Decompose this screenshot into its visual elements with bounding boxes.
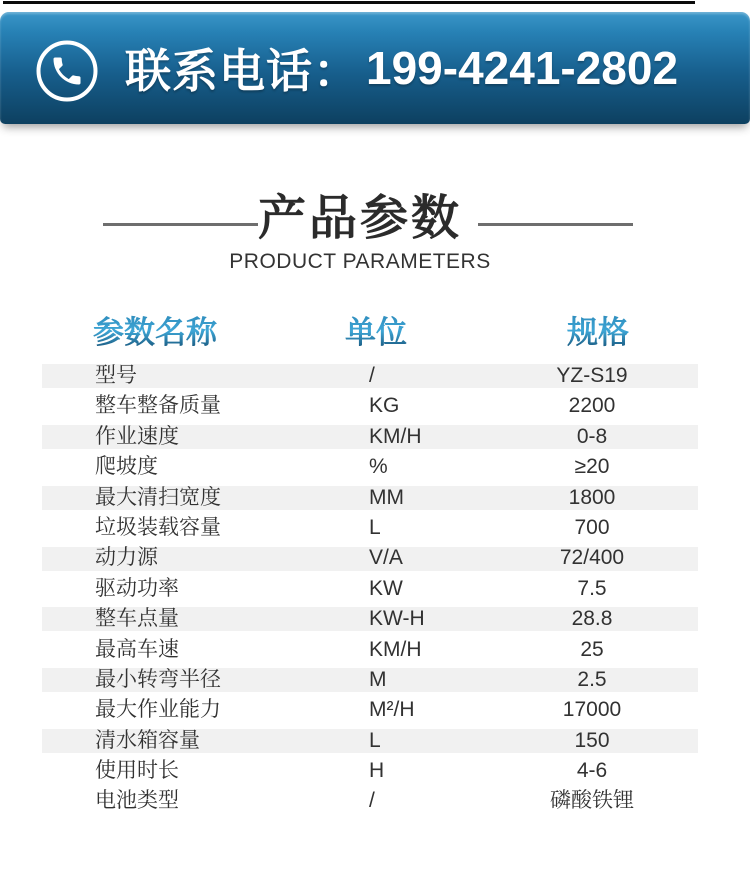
parameter-name-cell: 电池类型 xyxy=(95,789,179,813)
spec-cell: 2200 xyxy=(568,394,616,418)
section-title-block xyxy=(0,193,735,273)
phone-icon xyxy=(35,39,99,103)
parameter-name-cell: 最小转弯半径 xyxy=(95,667,221,691)
title-decor-line-right xyxy=(478,223,633,226)
parameter-name-cell: 最高车速 xyxy=(95,637,179,661)
table-row xyxy=(42,665,698,695)
spec-cell: 72/400 xyxy=(559,546,625,570)
unit-cell: KG xyxy=(369,394,400,418)
unit-cell: H xyxy=(369,759,385,783)
spec-cell: YZ-S19 xyxy=(556,364,628,387)
table-header-row xyxy=(0,312,750,354)
spec-cell: 4-6 xyxy=(576,759,608,783)
table-row xyxy=(42,452,698,482)
parameter-name-cell: 垃圾装载容量 xyxy=(95,515,221,539)
table-row xyxy=(42,726,698,756)
table-row xyxy=(42,695,698,725)
unit-cell: KM/H xyxy=(369,424,422,448)
spec-cell: 700 xyxy=(574,515,610,539)
parameter-name-cell: 整车整备质量 xyxy=(95,394,221,418)
unit-cell: / xyxy=(369,789,375,813)
table-row xyxy=(42,635,698,665)
table-row xyxy=(42,483,698,513)
parameter-name-cell: 作业速度 xyxy=(95,424,179,448)
table-row xyxy=(42,786,698,816)
spec-cell: 磷酸铁锂 xyxy=(550,789,634,813)
parameter-name-cell: 清水箱容量 xyxy=(95,728,200,752)
parameter-name-cell: 驱动功率 xyxy=(95,576,179,600)
spec-cell: 1800 xyxy=(568,485,616,509)
title-decor-line-left xyxy=(103,223,258,226)
header-spec: 规格 xyxy=(538,312,658,354)
unit-cell: M²/H xyxy=(369,698,415,722)
header-parameter-name: 参数名称 xyxy=(93,312,217,354)
parameter-name-cell: 使用时长 xyxy=(95,759,179,783)
spec-cell: ≥20 xyxy=(574,455,610,479)
unit-cell: V/A xyxy=(369,546,403,570)
header-unit: 单位 xyxy=(316,312,436,354)
spec-cell: 17000 xyxy=(562,698,622,722)
parameter-name-cell: 最大清扫宽度 xyxy=(95,485,221,509)
contact-phone-text xyxy=(125,12,740,124)
spec-cell: 7.5 xyxy=(577,576,607,600)
table-row xyxy=(42,574,698,604)
table-row xyxy=(42,391,698,421)
spec-cell: 25 xyxy=(580,637,604,661)
unit-cell: KW xyxy=(369,576,403,600)
spec-cell: 2.5 xyxy=(577,667,607,691)
top-divider-line xyxy=(3,1,695,4)
table-row xyxy=(42,543,698,573)
unit-cell: L xyxy=(369,728,381,752)
spec-cell: 150 xyxy=(574,728,610,752)
parameter-name-cell: 爬坡度 xyxy=(95,455,158,479)
spec-cell: 28.8 xyxy=(571,607,613,631)
parameter-name-cell: 动力源 xyxy=(95,546,158,570)
section-title: 产品参数 xyxy=(257,192,462,245)
unit-cell: / xyxy=(369,364,375,387)
contact-phone-banner xyxy=(0,12,750,124)
table-row xyxy=(42,513,698,543)
section-subtitle: PRODUCT PARAMETERS xyxy=(229,250,491,273)
table-row xyxy=(42,604,698,634)
contact-phone-label: 联系电话： xyxy=(125,45,360,97)
table-row xyxy=(42,361,698,391)
spec-cell: 0-8 xyxy=(576,424,608,448)
parameter-name-cell: 型号 xyxy=(95,364,137,387)
unit-cell: KW-H xyxy=(369,607,425,631)
parameter-name-cell: 整车点量 xyxy=(95,607,179,631)
unit-cell: MM xyxy=(369,485,404,509)
table-row xyxy=(42,422,698,452)
table-rows xyxy=(42,361,698,817)
table-row xyxy=(42,756,698,786)
unit-cell: M xyxy=(369,667,387,691)
unit-cell: % xyxy=(369,455,388,479)
contact-phone-number: 199-4241-2802 xyxy=(366,42,679,94)
parameter-name-cell: 最大作业能力 xyxy=(95,698,221,722)
unit-cell: KM/H xyxy=(369,637,422,661)
unit-cell: L xyxy=(369,515,381,539)
